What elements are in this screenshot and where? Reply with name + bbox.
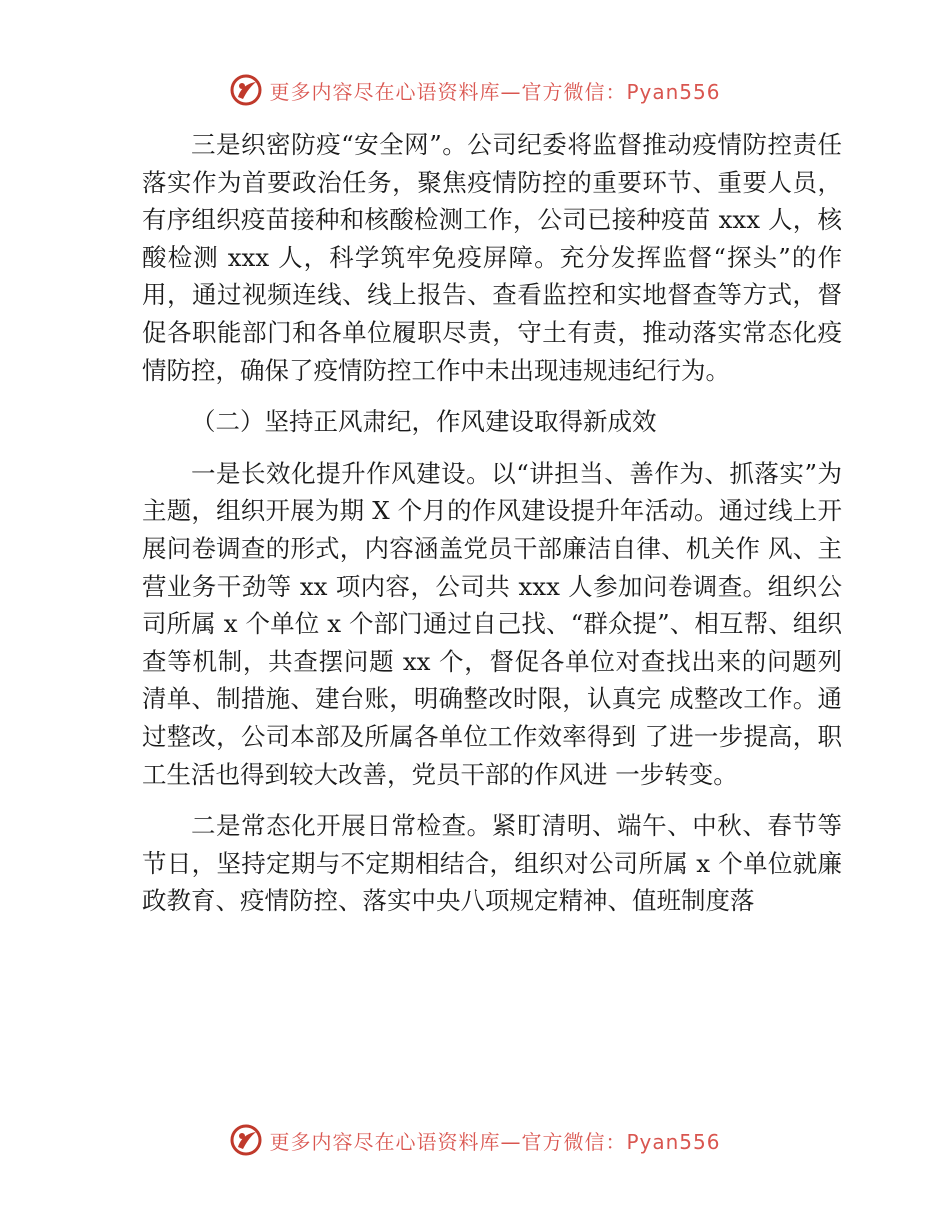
header-watermark bbox=[0, 68, 950, 112]
footer-watermark bbox=[0, 1118, 950, 1162]
paragraph-daily-inspection: 二是常态化开展日常检查。紧盯清明、端午、中秋、春节等节日，坚持定期与不定期相结合，组织对公司所属 x 个单位就廉政教育、疫情防控、落实中央八项规定精神、值班制度落 bbox=[142, 811, 842, 916]
paragraph-epidemic-prevention: 三是织密防疫“安全网”。公司纪委将监督推动疫情防控责任落实作为首要政治任务，聚焦疫情防控的重要环节、重要人员，有序组织疫苗接种和核酸检测工作，公司已接种疫苗 xxx 人，核酸检测 xxx 人，科学筑牢免疫屏障。充分发挥监督“探头”的作用，通过视频连线、线上报告、查看监控和实地督查等方式，督促各职能部门和各单位履职尽责，守土有责，推动落实常态化疫情防控，确保了疫情防控工作中未出现违规违纪行为。 bbox=[142, 130, 842, 385]
watermark-text: 更多内容尽在心语资料库—官方微信：Pyan556 bbox=[269, 79, 721, 104]
watermark-text: 更多内容尽在心语资料库—官方微信：Pyan556 bbox=[269, 1129, 721, 1154]
section-heading: （二）坚持正风肃纪，作风建设取得新成效 bbox=[191, 407, 657, 437]
paragraph-work-style: 一是长效化提升作风建设。以“讲担当、善作为、抓落实”为主题，组织开展为期 X 个月的作风建设提升年活动。通过线上开展问卷调查的形式，内容涵盖党员干部廉洁自律、机关作 风、主营业务干劲等 xx 项内容，公司共 xxx 人参加问卷调查。组织公司所属 x 个单位 x 个部门通过自己找、“群众提”、相互帮、组织查等机制，共查摆问题 xx 个，督促各单位对查找出来的问题列清单、制措施、建台账，明确整改时限，认真完 成整改工作。通过整改，公司本部及所属各单位工作效率得到 了进一步提高，职工生活也得到较大改善，党员干部的作风进 一步转变。 bbox=[142, 458, 842, 789]
document-body bbox=[142, 126, 842, 920]
seal-logo-icon bbox=[229, 73, 263, 107]
seal-logo-icon bbox=[229, 1123, 263, 1157]
